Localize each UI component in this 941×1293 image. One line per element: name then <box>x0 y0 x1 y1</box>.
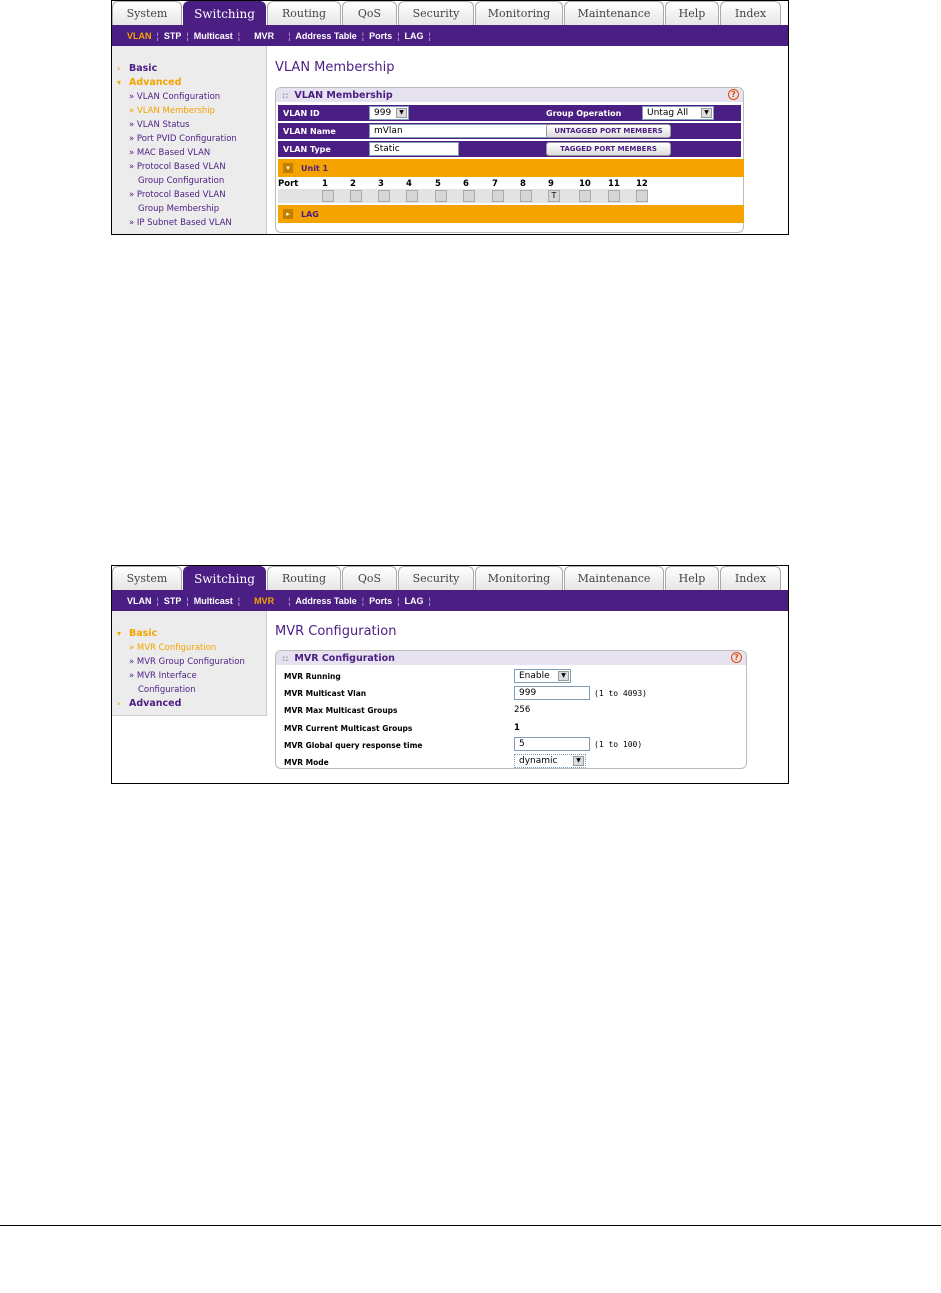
mvr-multicast-vlan-label: MVR Multicast Vlan <box>284 689 367 698</box>
mvr-configuration-screenshot <box>111 565 789 784</box>
subnav-multicast[interactable]: Multicast <box>193 30 233 41</box>
sidebar-protocol-vlan-group-config[interactable]: » Protocol Based VLAN <box>129 162 226 172</box>
tab-security[interactable]: Security <box>398 566 474 590</box>
main-tabs <box>112 1 788 25</box>
vlan-id-select[interactable]: 999 ▼ <box>369 106 409 120</box>
collapse-icon: ▾ <box>283 163 293 173</box>
main-tabs <box>112 566 788 590</box>
subnav-ports[interactable]: Ports <box>369 30 393 41</box>
page-title: VLAN Membership <box>275 60 395 75</box>
port-number: 1 <box>322 179 328 189</box>
tab-system[interactable]: System <box>112 1 182 25</box>
vlan-type-row <box>278 141 741 158</box>
mvr-max-groups-label: MVR Max Multicast Groups <box>284 706 398 715</box>
sidebar-mvr-interface-configuration[interactable]: » MVR Interface <box>129 671 197 681</box>
tab-qos[interactable]: QoS <box>342 1 397 25</box>
port-number: 9 <box>548 179 554 189</box>
chevron-right-icon: › <box>117 699 121 708</box>
mvr-mode-select[interactable]: dynamic ▼ <box>514 754 586 768</box>
vlan-membership-screenshot <box>111 0 789 235</box>
mvr-max-groups-value: 256 <box>514 705 531 715</box>
tab-help[interactable]: Help <box>665 566 719 590</box>
port-label: Port <box>278 179 299 189</box>
subnav-lag[interactable]: LAG <box>404 595 424 606</box>
sidebar-vlan-status[interactable]: » VLAN Status <box>129 120 190 130</box>
vlan-type-field: Static <box>369 142 459 156</box>
sidebar-basic[interactable]: › Basic <box>117 63 158 74</box>
port-number: 7 <box>492 179 498 189</box>
subnav-address-table[interactable]: Address Table <box>295 595 357 606</box>
subnav-stp[interactable]: STP <box>163 595 182 606</box>
lag-header[interactable]: ▸ LAG <box>278 205 744 223</box>
tab-monitoring[interactable]: Monitoring <box>475 1 563 25</box>
subnav-multicast[interactable]: Multicast <box>193 595 233 606</box>
drag-handle-icon: :: <box>282 653 289 663</box>
tab-index[interactable]: Index <box>720 1 781 25</box>
sidebar-protocol-vlan-group-config-cont[interactable]: Group Configuration <box>138 176 225 186</box>
port-number: 10 <box>579 179 591 189</box>
mvr-multicast-vlan-input[interactable]: 999 <box>514 686 590 700</box>
sidebar-vlan-membership[interactable]: » VLAN Membership <box>129 106 216 116</box>
subnav-ports[interactable]: Ports <box>369 595 393 606</box>
sidebar-protocol-vlan-group-membership-cont[interactable]: Group Membership <box>138 204 220 214</box>
sidebar <box>112 611 267 716</box>
chevron-down-icon: ▾ <box>117 629 122 638</box>
tab-routing[interactable]: Routing <box>267 1 341 25</box>
port-membership-cell[interactable] <box>608 190 620 202</box>
subnav-stp[interactable]: STP <box>163 30 182 41</box>
subnav-vlan[interactable]: VLAN <box>127 30 152 41</box>
sidebar-advanced[interactable]: ▾ Advanced <box>117 77 182 88</box>
dropdown-arrow-icon: ▼ <box>701 108 712 118</box>
page-title: MVR Configuration <box>275 624 397 639</box>
dropdown-arrow-icon: ▼ <box>558 671 569 681</box>
tab-qos[interactable]: QoS <box>342 566 397 590</box>
port-membership-cell[interactable] <box>322 190 334 202</box>
tab-help[interactable]: Help <box>665 1 719 25</box>
group-operation-select[interactable]: Untag All ▼ <box>642 106 714 120</box>
sidebar-advanced[interactable]: › Advanced <box>117 698 182 709</box>
dropdown-arrow-icon: ▼ <box>573 756 584 766</box>
port-number: 5 <box>435 179 441 189</box>
tab-switching[interactable]: Switching <box>183 1 266 25</box>
port-membership-cell[interactable] <box>579 190 591 202</box>
port-number: 4 <box>406 179 412 189</box>
port-number: 3 <box>378 179 384 189</box>
mvr-query-range: (1 to 100) <box>594 740 643 749</box>
mvr-running-label: MVR Running <box>284 672 341 681</box>
sidebar-mvr-interface-configuration-cont[interactable]: Configuration <box>138 685 196 695</box>
vlan-membership-panel <box>275 87 744 233</box>
subnav-address-table[interactable]: Address Table <box>295 30 357 41</box>
sidebar-vlan-configuration[interactable]: » VLAN Configuration <box>129 92 221 102</box>
vlan-id-label: VLAN ID <box>283 109 320 118</box>
mvr-current-groups-value: 1 <box>514 723 520 733</box>
mvr-mode-label: MVR Mode <box>284 758 329 767</box>
help-icon[interactable]: ? <box>728 89 739 100</box>
subnav-mvr[interactable]: MVR <box>254 595 275 606</box>
unit-1-header[interactable]: ▾ Unit 1 <box>278 159 744 177</box>
sub-navigation: VLAN ¦ STP ¦ Multicast ¦ MVR ¦ Address Table ¦ Ports ¦ LAG ¦ <box>112 25 788 46</box>
tab-index[interactable]: Index <box>720 566 781 590</box>
mvr-configuration-panel <box>275 650 747 769</box>
vlan-type-label: VLAN Type <box>283 145 331 154</box>
port-membership-cell[interactable] <box>463 190 475 202</box>
subnav-lag[interactable]: LAG <box>404 30 424 41</box>
mvr-vlan-range: (1 to 4093) <box>594 689 647 698</box>
sidebar-port-pvid-configuration[interactable]: » Port PVID Configuration <box>129 134 237 144</box>
vlan-name-row <box>278 123 741 140</box>
chevron-down-icon: ▾ <box>117 78 122 87</box>
port-membership-cell[interactable] <box>406 190 418 202</box>
sub-navigation: VLAN ¦ STP ¦ Multicast ¦ MVR ¦ Address Table ¦ Ports ¦ LAG ¦ <box>112 590 788 611</box>
tab-maintenance[interactable]: Maintenance <box>564 1 664 25</box>
port-membership-cell[interactable] <box>492 190 504 202</box>
chevron-right-icon: › <box>117 64 121 73</box>
sidebar-basic[interactable]: ▾ Basic <box>117 628 158 639</box>
tab-maintenance[interactable]: Maintenance <box>564 566 664 590</box>
port-membership-cell[interactable] <box>435 190 447 202</box>
port-number: 11 <box>608 179 620 189</box>
panel-header: :: VLAN Membership ? <box>276 88 743 102</box>
subnav-vlan[interactable]: VLAN <box>127 595 152 606</box>
port-membership-cell[interactable] <box>520 190 532 202</box>
mvr-current-groups-label: MVR Current Multicast Groups <box>284 724 413 733</box>
dropdown-arrow-icon: ▼ <box>396 108 407 118</box>
subnav-mvr[interactable]: MVR <box>254 30 275 41</box>
tagged-port-members-button[interactable]: TAGGED PORT MEMBERS <box>546 142 671 156</box>
drag-handle-icon: :: <box>282 90 289 100</box>
vlan-name-label: VLAN Name <box>283 127 336 136</box>
tab-routing[interactable]: Routing <box>267 566 341 590</box>
vlan-name-input[interactable]: mVlan <box>369 124 549 138</box>
port-number: 6 <box>463 179 469 189</box>
help-icon[interactable]: ? <box>731 652 742 663</box>
panel-header: :: MVR Configuration ? <box>276 651 746 665</box>
sidebar <box>112 46 267 235</box>
port-number: 8 <box>520 179 526 189</box>
untagged-port-members-button[interactable]: UNTAGGED PORT MEMBERS <box>546 124 671 138</box>
sidebar-mvr-group-configuration[interactable]: » MVR Group Configuration <box>129 657 245 667</box>
mvr-query-time-label: MVR Global query response time <box>284 741 423 750</box>
expand-icon: ▸ <box>283 209 293 219</box>
tab-system[interactable]: System <box>112 566 182 590</box>
port-number: 2 <box>350 179 356 189</box>
port-membership-cell[interactable]: T <box>548 190 560 202</box>
page-footer-rule <box>0 1225 941 1226</box>
sidebar-mac-based-vlan[interactable]: » MAC Based VLAN <box>129 148 211 158</box>
tab-monitoring[interactable]: Monitoring <box>475 566 563 590</box>
port-cells-row <box>278 189 648 203</box>
sidebar-ip-subnet-based-vlan[interactable]: » IP Subnet Based VLAN <box>129 218 232 228</box>
mvr-running-select[interactable]: Enable ▼ <box>514 669 571 683</box>
mvr-query-time-input[interactable]: 5 <box>514 737 590 751</box>
port-number: 12 <box>636 179 648 189</box>
port-membership-cell[interactable] <box>350 190 362 202</box>
group-operation-label: Group Operation <box>546 109 622 118</box>
tab-switching[interactable]: Switching <box>183 566 266 590</box>
sidebar-protocol-vlan-group-membership[interactable]: » Protocol Based VLAN <box>129 190 226 200</box>
port-membership-cell[interactable] <box>636 190 648 202</box>
vlan-id-row <box>278 105 741 122</box>
port-membership-cell[interactable] <box>378 190 390 202</box>
sidebar-mvr-configuration[interactable]: » MVR Configuration <box>129 643 217 653</box>
tab-security[interactable]: Security <box>398 1 474 25</box>
